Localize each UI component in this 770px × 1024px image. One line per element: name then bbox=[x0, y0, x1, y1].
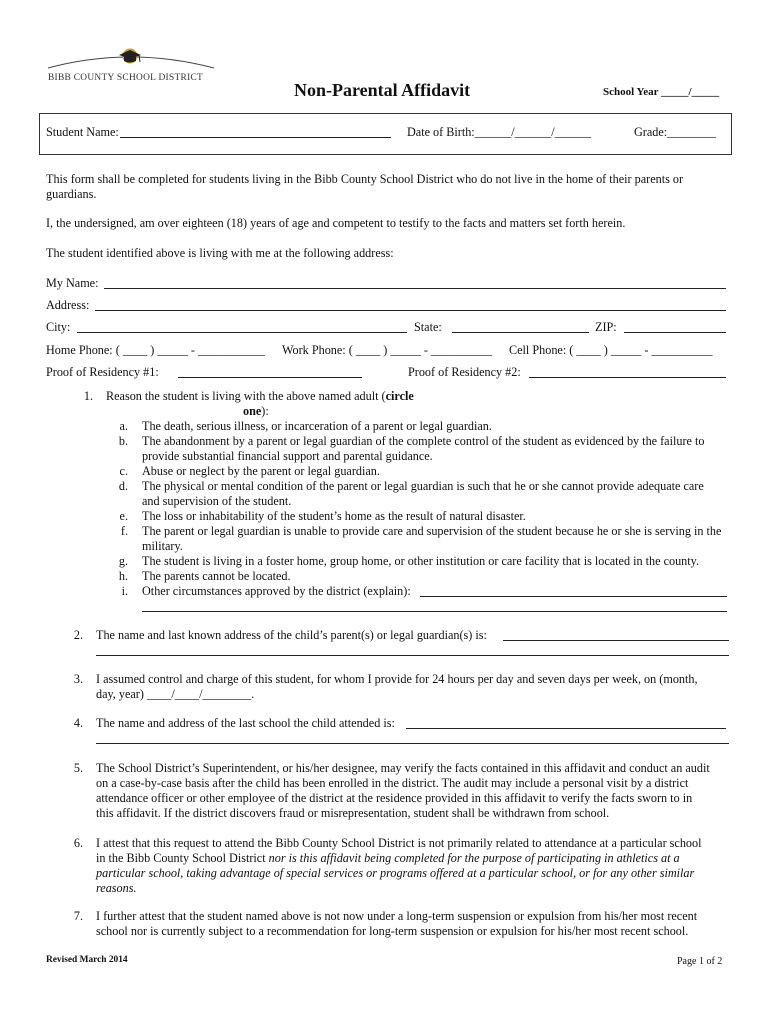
school-year-field[interactable]: School Year _____/_____ bbox=[603, 86, 720, 98]
item-number: 3. bbox=[73, 672, 83, 686]
reason-e[interactable]: The loss or inhabitability of the student’s home as the result of natural disaster. bbox=[142, 509, 526, 523]
zip-label: ZIP: bbox=[595, 320, 617, 334]
item-number: 5. bbox=[73, 761, 83, 775]
reason-f[interactable]: The parent or legal guardian is unable to provide care and supervision of the student because he or she is serving in the military. bbox=[142, 524, 722, 553]
district-name: BIBB COUNTY SCHOOL DISTRICT bbox=[48, 73, 204, 83]
item-4-text: The name and address of the last school the child attended is: bbox=[96, 716, 395, 730]
my-name-label: My Name: bbox=[46, 276, 99, 290]
item-number: 2. bbox=[73, 628, 83, 642]
item-7-text: I further attest that the student named above is not now under a long-term suspension or expulsion from his/her most recent school nor is currently subject to a recommendation for long-term suspension or expulsion for his/her most recent school. bbox=[96, 909, 698, 938]
reason-letter: b. bbox=[118, 434, 128, 448]
city-input[interactable] bbox=[77, 332, 407, 333]
reason-g[interactable]: The student is living in a foster home, group home, or other institution or care facility that is located in the county. bbox=[142, 554, 699, 568]
revision-date: Revised March 2014 bbox=[46, 955, 128, 965]
intro-paragraph: This form shall be completed for students living in the Bibb County School District who do not live in the home of their parents or guardians. bbox=[46, 172, 684, 201]
grade-field[interactable]: Grade:________ bbox=[634, 125, 716, 139]
page-title: Non-Parental Affidavit bbox=[294, 80, 471, 100]
reason-d[interactable]: The physical or mental condition of the parent or legal guardian is such that he or she cannot provide adequate care and supervision of the student. bbox=[142, 479, 704, 508]
item-number: 7. bbox=[73, 909, 83, 923]
proof-residency-1-label: Proof of Residency #1: bbox=[46, 365, 159, 379]
item-1-text-cont: one): bbox=[243, 404, 269, 418]
parent-address-input[interactable] bbox=[503, 640, 729, 641]
last-school-input[interactable] bbox=[406, 728, 726, 729]
home-phone-field[interactable]: Home Phone: ( ____ ) _____ - ___________ bbox=[46, 343, 266, 357]
proof-residency-2-input[interactable] bbox=[529, 377, 726, 378]
item-number: 6. bbox=[73, 836, 83, 850]
reason-letter: i. bbox=[121, 584, 128, 598]
item-1-text: Reason the student is living with the above named adult (circle bbox=[106, 389, 414, 403]
parent-address-line2[interactable] bbox=[96, 655, 729, 656]
item-number: 4. bbox=[73, 716, 83, 730]
item-2-text: The name and last known address of the child’s parent(s) or legal guardian(s) is: bbox=[96, 628, 487, 642]
city-label: City: bbox=[46, 320, 71, 334]
address-intro: The student identified above is living with me at the following address: bbox=[46, 246, 394, 260]
reason-letter: e. bbox=[119, 509, 128, 523]
reason-letter: f. bbox=[120, 524, 128, 538]
graduation-cap-icon bbox=[44, 44, 216, 74]
reason-letter: d. bbox=[118, 479, 128, 493]
last-school-line2[interactable] bbox=[96, 743, 729, 744]
dob-field[interactable]: Date of Birth:______/______/______ bbox=[407, 125, 592, 139]
reason-b[interactable]: The abandonment by a parent or legal guardian of the complete control of the student as evidenced by the failure to provide substantial financial support and parental guidance. bbox=[142, 434, 705, 463]
address-label: Address: bbox=[46, 298, 90, 312]
reason-letter: g. bbox=[118, 554, 128, 568]
student-info-box bbox=[39, 113, 732, 155]
item-number: 1. bbox=[83, 389, 93, 403]
student-name-label: Student Name: bbox=[46, 125, 119, 139]
reason-a[interactable]: The death, serious illness, or incarceration of a parent or legal guardian. bbox=[142, 419, 492, 433]
zip-input[interactable] bbox=[624, 332, 726, 333]
attestation-paragraph: I, the undersigned, am over eighteen (18) years of age and competent to testify to the facts and matters set forth herein. bbox=[46, 216, 626, 230]
proof-residency-1-input[interactable] bbox=[178, 377, 362, 378]
reason-letter: c. bbox=[119, 464, 128, 478]
proof-residency-2-label: Proof of Residency #2: bbox=[408, 365, 521, 379]
student-name-field[interactable] bbox=[120, 137, 391, 138]
state-input[interactable] bbox=[452, 332, 589, 333]
item-3-text: I assumed control and charge of this student, for whom I provide for 24 hours per day and seven days per week, on (month, day, year) ____/____/________. bbox=[96, 672, 698, 701]
reason-i[interactable]: Other circumstances approved by the district (explain): bbox=[142, 584, 411, 598]
reason-h[interactable]: The parents cannot be located. bbox=[142, 569, 291, 583]
page-number: Page 1 of 2 bbox=[677, 956, 723, 967]
reason-i-explain-input[interactable] bbox=[420, 596, 727, 597]
item-5-text: The School District’s Superintendent, or his/her designee, may verify the facts contained in this affidavit and conduct an audit on a case-by-case basis after the child has been enrolled in the district. The audit may include a personal visit by a district attendance officer or other employee of the district at the residence provided in this affidavit to verify the facts sworn to in this affidavit. If the district discovers fraud or misrepresentation, student shall be withdrawn from school. bbox=[96, 761, 710, 820]
reason-letter: h. bbox=[118, 569, 128, 583]
address-input[interactable] bbox=[95, 310, 726, 311]
item-6-text: I attest that this request to attend the Bibb County School District is not primarily related to attendance at a particular school in the Bibb County School District nor is this affidavit being completed for the purpose of participating in athletics at a particular school, taking advantage of special services or programs offered at a particular school, or for any other similar reasons. bbox=[96, 836, 702, 895]
work-phone-field[interactable]: Work Phone: ( ____ ) _____ - __________ bbox=[282, 343, 492, 357]
reason-i-explain-line2[interactable] bbox=[142, 611, 727, 612]
my-name-input[interactable] bbox=[104, 288, 726, 289]
reason-c[interactable]: Abuse or neglect by the parent or legal guardian. bbox=[142, 464, 380, 478]
state-label: State: bbox=[414, 320, 442, 334]
reason-letter: a. bbox=[119, 419, 128, 433]
cell-phone-field[interactable]: Cell Phone: ( ____ ) _____ - __________ bbox=[509, 343, 713, 357]
